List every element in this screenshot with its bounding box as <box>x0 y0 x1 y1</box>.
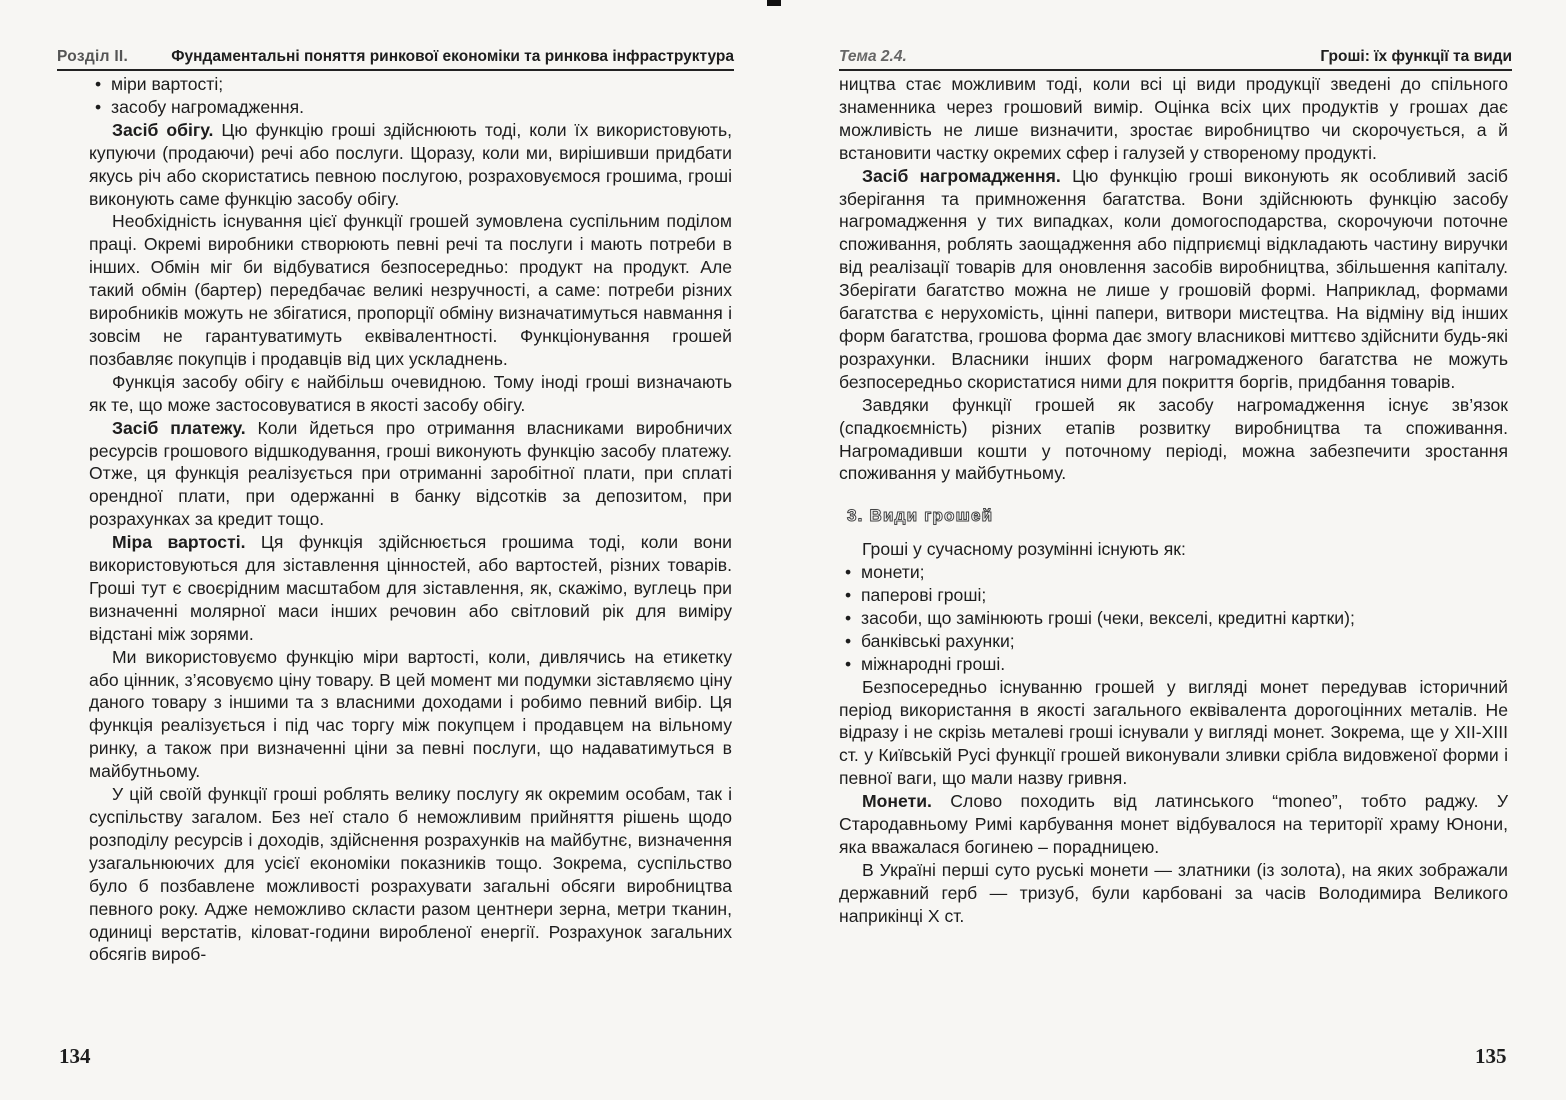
paragraph: Ми використовуємо функцію міри вартості, коли, дивлячись на етикетку або цінник, з’ясовуємо ціну товару. В цей момент ми подумки зіставляємо ціну даного товару з іншими та з власними доходами і робимо певний вибір. Ця функція реалізується і під час торгу між покупцем і продавцем на вільному ринку, а також при визначенні ціни за певні послуги, що надаватимуться в майбутньому. <box>89 646 732 782</box>
header-title: Гроші: їх функції та види <box>1320 48 1512 65</box>
paragraph: Завдяки функції грошей як засобу нагромадження існує зв’язок (спадкоємність) різних етапів розвитку виробництва та споживання. Нагромадивши кошти у поточному періоді, можна забезпечити зростання споживання у майбутньому. <box>839 394 1508 484</box>
paragraph: В Україні перші суто руські монети — златники (із золота), на яких зображали державний герб — тризуб, були карбовані за часів Володимира Великого наприкінці X ст. <box>839 859 1508 926</box>
term-bold: Засіб платежу. <box>112 417 246 438</box>
term-bold: Міра вартості. <box>112 532 246 553</box>
paragraph: Функція засобу обігу є найбільш очевидною. Тому іноді гроші визначають як те, що може застосовуватися в якості засобу обігу. <box>89 371 732 415</box>
bullet-item: • міри вартості; <box>95 74 224 94</box>
bullet-item: • банківські рахунки; <box>845 630 1015 651</box>
body-text <box>839 73 1508 928</box>
term-bold: Засіб нагромадження. <box>862 165 1061 186</box>
term-bold: Монети. <box>862 791 932 812</box>
paragraph: ництва стає можливим тоді, коли всі ці види продукції зведені до спільного знаменника через грошовий вимір. Оцінка всіх цих продуктів у грошах дає можливість не лише визначити, зростає виробництво чи скорочується, а й встановити частку окремих сфер і галузей у створеному продукті. <box>839 74 1508 163</box>
bullet-item: • засобу нагромадження. <box>95 96 305 117</box>
paragraph: Засіб платежу. Коли йдеться про отримання власниками виробничих ресурсів грошового відшкодування, гроші виконують функцію засобу платежу. Отже, ця функція реалізується при отриманні заробітної плати, при сплаті орендної плати, при одержанні в банку відсотків за депозитом, при розрахунках за кредит тощо. <box>89 417 732 530</box>
bullet-item: • монети; <box>845 562 925 583</box>
header-title: Фундаментальні поняття ринкової економіки та ринкова інфраструктура <box>171 48 734 65</box>
paragraph: У цій своїй функції гроші роблять велику послугу як окремим особам, так і суспільству загалом. Без неї стало б неможливим прийняття рішень щодо розподілу ресурсів і доходів, здійснення розрахунків на майбутнє, визначення узагальнюючих для усієї економіки показників тощо. Зокрема, суспільство було б позбавлене можливості розрахувати загальні обсяги виробництва певного року. Адже неможливо скласти разом центнери зерна, метри тканин, одиниці верстатів, кіловат-години виробленої енергії. Розрахунок загальних обсягів вироб- <box>89 784 732 965</box>
bullet-item: • засоби, що замінюють гроші (чеки, векселі, кредитні картки); <box>845 607 1355 628</box>
running-header <box>839 47 1512 71</box>
paragraph: Засіб обігу. Цю функцію гроші здійснюють тоді, коли їх використовують, купуючи (продаючи) речі або послуги. Щоразу, коли ми, вирішивши придбати якусь річ або скористатись певною послугою, розраховуємося грошима, гроші виконують саме функцію засобу обігу. <box>89 119 732 209</box>
paragraph: Монети. Слово походить від латинського “moneo”, тобто раджу. У Стародавньому Римі карбування монет відбувалося на території храму Юнони, яка вважалася богинею – порадницею. <box>839 791 1508 857</box>
paragraph: Засіб нагромадження. Цю функцію гроші виконують як особливий засіб зберігання та примноження багатства. Вони здійснюють функцію засобу нагромадження у тих випадках, коли домогосподарства, скорочуючи поточне споживання, роблять заощадження або підприємці відкладають частину виручки від реалізації товарів для оновлення засобів виробництва, збільшення капіталу. Зберігати багатство можна не лише у грошовій формі. Наприклад, формами багатства є нерухомість, цінні папери, витвори мистецтва. На відміну від інших форм багатства, грошова форма дає змогу власникові миттєво здійснити будь-які розрахунки. Власники інших форм нагромадженого багатства не можуть безпосередньо скористатися ними для покриття боргів, придбання товарів. <box>839 165 1509 392</box>
running-header <box>57 47 734 71</box>
paragraph: Міра вартості. Ця функція здійснюється грошима тоді, коли вони використовуються для зіставлення цінностей, або вартостей, різних товарів. Гроші тут є своєрідним масштабом для зіставлення, як, скажімо, вуглець при визначенні молярної маси інших речовин або світловий рік для виміру відстані між зорями. <box>89 532 732 644</box>
paragraph: Безпосередньо існуванню грошей у вигляді монет передував історичний період використання в якості загального еквівалента дорогоцінних металів. Не відразу і не скрізь металеві гроші існували у вигляді монет. Зокрема, ще у XII-XIII ст. у Київській Русі функції грошей виконували зливки срібла видовженої форми і певної ваги, що мали назву гривня. <box>839 676 1508 789</box>
paragraph: Необхідність існування цієї функції грошей зумовлена суспільним поділом праці. Окремі виробники створюють певні речі та послуги і мають потреби в інших. Обмін міг би відбуватися безпосередньо: продукт на продукт. Але такий обмін (бартер) передбачає великі незручності, а саме: потреби різних виробників можуть не збігатися, пропорції обміну визначатимуться навмання і зовсім не гарантуватимуть еквівалентності. Функціонування грошей позбавляє покупців і продавців від цих ускладнень. <box>89 211 732 369</box>
term-bold: Засіб обігу. <box>112 119 214 140</box>
page-number: 135 <box>1475 1044 1507 1068</box>
bullet-item: • паперові гроші; <box>845 585 987 606</box>
paragraph: Гроші у сучасному розумінні існують як: <box>862 539 1186 560</box>
body-text <box>89 73 732 966</box>
right-page <box>783 0 1566 1100</box>
bullet-item: • міжнародні гроші. <box>845 653 1006 674</box>
header-section: Тема 2.4. <box>839 48 907 65</box>
section-heading: 3. Види грошей <box>847 506 994 526</box>
page-number: 134 <box>59 1044 91 1068</box>
header-section: Розділ II. <box>57 48 129 65</box>
